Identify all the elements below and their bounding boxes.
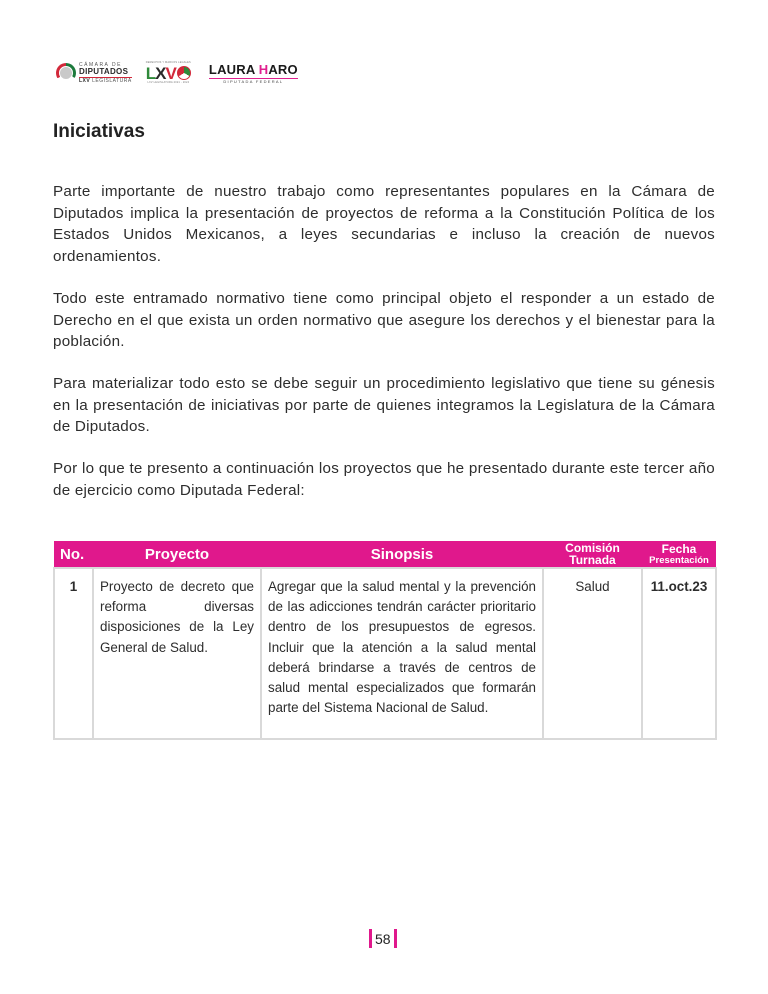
cell-fecha: 11.oct.23 [642, 568, 716, 739]
table-row [54, 568, 716, 739]
laura-haro-subtitle: DIPUTADA FEDERAL [223, 78, 284, 84]
header-proyecto: Proyecto [93, 541, 261, 568]
page-number-value: 58 [375, 930, 391, 947]
lxv-bottom-text: LXV LEGISLATURA 2021 - 2024 [147, 80, 190, 84]
camara-diputados-logo [56, 63, 132, 84]
lxv-legislatura-logo: DERECHOS Y MARCOS LEGALES L X V LXV LEGISLATURA 2021 - 2024 [145, 61, 191, 84]
paragraph-2: Todo este entramado normativo tiene como principal objeto el responder a un estado de Derecho en el que exista un orden normativo que asegure los derechos y el bienestar para la población. [53, 290, 715, 350]
paragraph-4: Por lo que te presento a continuación los proyectos que he presentado durante este tercer año de ejercicio como Diputada Federal: [53, 460, 715, 499]
camara-line2: DIPUTADOS [79, 66, 129, 76]
camara-line3: LXV LEGISLATURA [79, 77, 132, 84]
page-number [369, 929, 397, 948]
header-fecha: Fecha Presentación [642, 541, 716, 568]
page-number-bar-right [394, 929, 397, 948]
cell-comision: Salud [543, 568, 642, 739]
cell-no: 1 [54, 568, 93, 739]
laura-haro-name: LAURA HARO [208, 61, 298, 77]
laura-haro-logo [209, 63, 298, 84]
camara-line1: CÁMARA DE [79, 61, 122, 68]
table-header-row [54, 541, 716, 568]
header-no: No. [54, 541, 93, 568]
header-comision: Comisión Turnada [543, 541, 642, 568]
paragraph-3: Para materializar todo esto se debe seguir un procedimiento legislativo que tiene su génesis en la presentación de iniciativas por parte de quienes integramos la Legislatura de la Cámara de Diputados. [53, 375, 715, 435]
national-seal-icon [56, 63, 76, 83]
header-sinopsis: Sinopsis [261, 541, 543, 568]
cell-proyecto: Proyecto de decreto que reforma diversas disposiciones de la Ley General de Salud. [93, 568, 261, 739]
iniciativas-table [53, 541, 717, 740]
lxv-top-text: DERECHOS Y MARCOS LEGALES [145, 61, 191, 64]
pri-emblem-icon [177, 66, 191, 80]
cell-sinopsis: Agregar que la salud mental y la prevención de las adicciones tendrán carácter prioritario dentro de los presupuestos de egresos. Incluir que la atención a la salud mental deberá brindarse a través de centros de salud mental especializados que formarán parte del Sistema Nacional de Salud. [261, 568, 543, 739]
paragraph-1: Parte importante de nuestro trabajo como representantes populares en la Cámara de Diputados implica la presentación de proyectos de reforma a la Constitución Política de los Estados Unidos Mexicanos, a leyes secundarias e incluso la creación de nuevos ordenamientos. [53, 183, 715, 265]
page-title: Iniciativas [53, 121, 145, 142]
header-logos [56, 56, 298, 90]
